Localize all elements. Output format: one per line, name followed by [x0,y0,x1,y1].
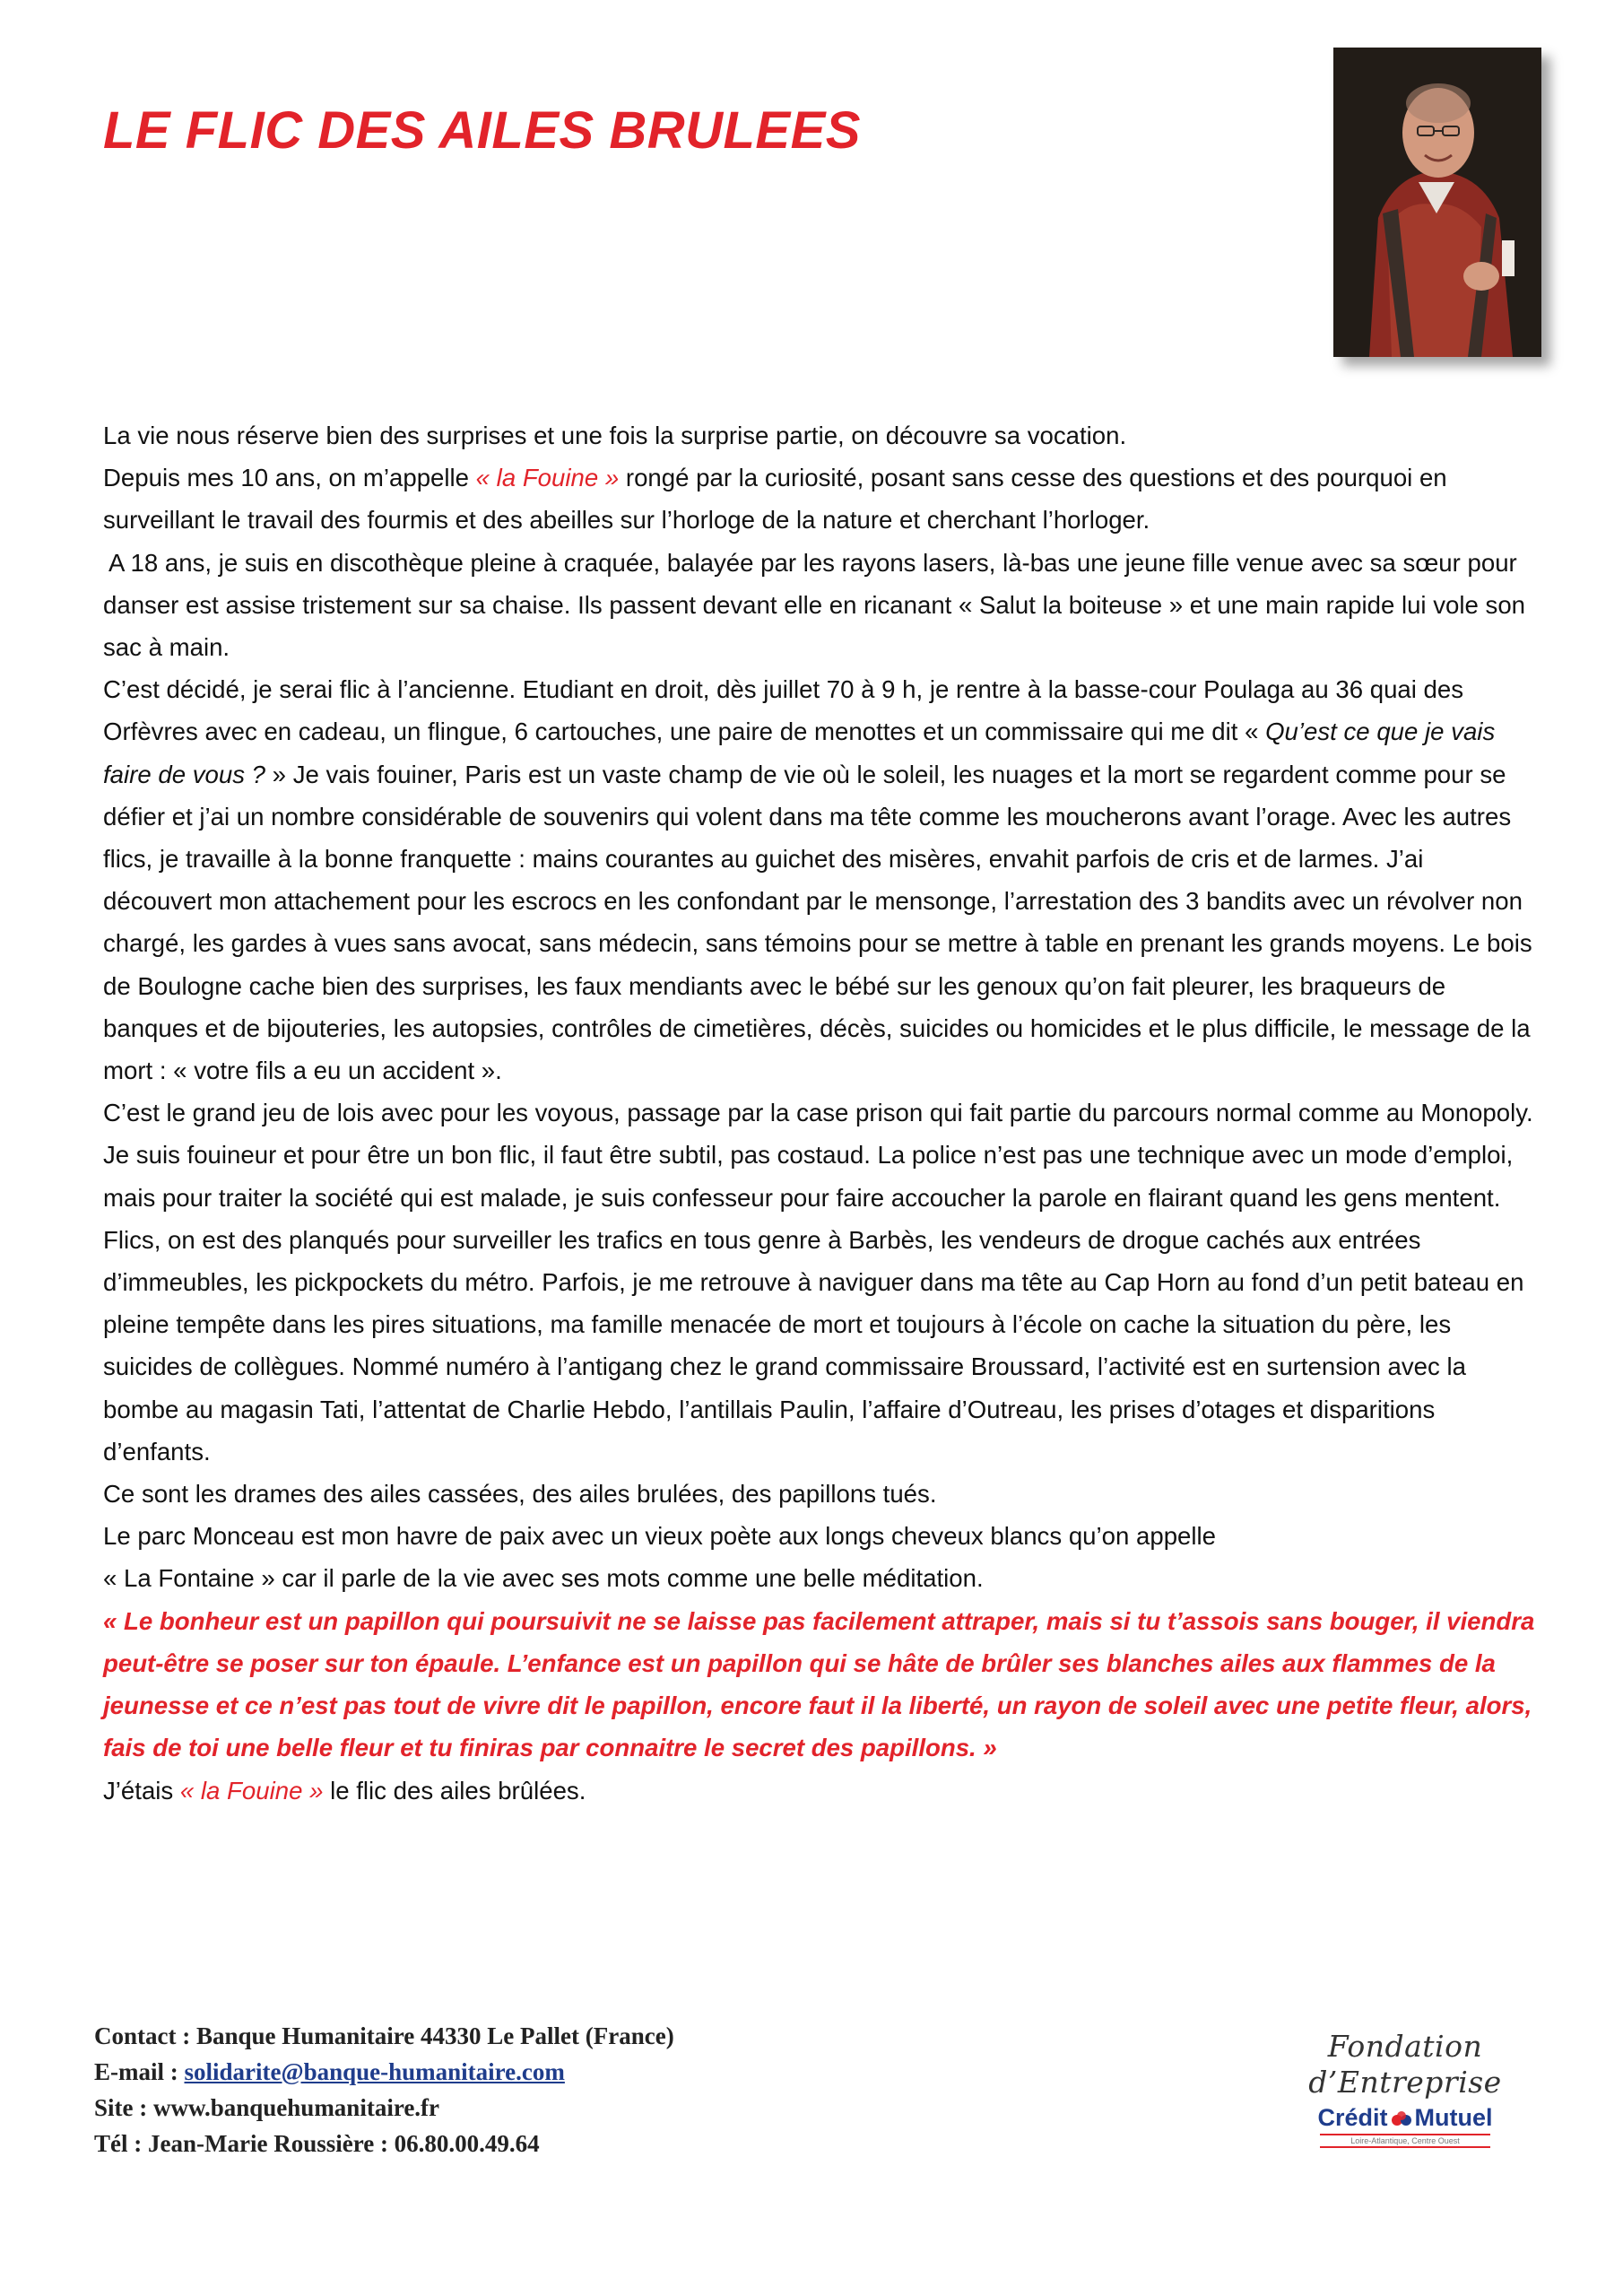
paragraph: Depuis mes 10 ans, on m’appelle « la Fouine » rongé par la curiosité, posant sans cesse des questions et des pourquoi en surveillant le travail des fourmis et des abeilles sur l’horloge de la nature et cherchant l’horloger. [103,464,1447,535]
paragraph: La vie nous réserve bien des surprises et une fois la surprise partie, on découvre sa vocation. [103,422,1127,449]
paragraph: Ce sont les drames des ailes cassées, des ailes brulées, des papillons tués. [103,1480,937,1509]
phone-line: Tél : Jean-Marie Roussière : 06.80.00.49.64 [94,2130,540,2157]
contact-line: Contact : Banque Humanitaire 44330 Le Pallet (France) [94,2022,674,2049]
logo-line-fondation: Fondation [1327,2029,1483,2064]
author-portrait-photo [1333,48,1541,357]
page-title: LE FLIC DES AILES BRULEES [103,101,861,160]
nickname: « la Fouine » [475,464,620,492]
logo-brand: Crédit Mutuel [1317,2104,1493,2131]
contact-footer [94,2018,674,2161]
credit-mutuel-logo-icon [1390,2109,1413,2128]
paragraph: Le parc Monceau est mon havre de paix avec un vieux poète aux longs cheveux blancs qu’on appelle « La Fontaine » car il parle de la vie avec ses mots comme une belle méditation. [103,1522,1216,1593]
fondation-credit-mutuel-logo [1302,2029,1508,2163]
email-line: E-mail : solidarite@banque-humanitaire.com [94,2058,565,2085]
logo-line-entreprise: d’Entreprise [1308,2065,1502,2100]
article-body [103,414,1538,1812]
paragraph: A 18 ans, je suis en discothèque pleine à craquée, balayée par les rayons lasers, là-bas une jeune fille venue avec sa sœur pour danser est assise tristement sur sa chaise. Ils passent devant elle en ricanant « Salut la boiteuse » et une main rapide lui vole son sac à main. [103,548,1526,662]
site-link[interactable]: www.banquehumanitaire.fr [147,2094,440,2121]
logo-subtitle: Loire-Atlantique, Centre Ouest [1320,2134,1490,2148]
email-link[interactable]: solidarite@banque-humanitaire.com [184,2058,565,2085]
closing-line: J’étais « la Fouine » le flic des ailes brûlées. [103,1776,586,1805]
nickname: « la Fouine » [179,1776,324,1805]
butterfly-quote: « Le bonheur est un papillon qui poursuivit ne se laisse pas facilement attraper, mais si tu t’assois sans bouger, il viendra peut-être se poser sur ton épaule. L’enfance est un papillon qui se hâte de brûler ses blanches ailes aux flammes de la jeunesse et ce n’est pas tout de vivre dit le papillon, encore faut il la liberté, un rayon de soleil avec une petite fleur, alors, fais de toi une belle fleur et tu finiras par connaitre le secret des papillons. » [103,1606,1535,1762]
paragraph: C’est décidé, je serai flic à l’ancienne. Etudiant en droit, dès juillet 70 à 9 h, je rentre à la basse-cour Poulaga au 36 quai des Orfèvres avec en cadeau, un flingue, 6 cartouches, une paire de menottes et un commissaire qui me dit « Qu’est ce que je vais faire de vous ? » Je vais fouiner, Paris est un vaste champ de vie où le soleil, les nuages et la mort se regardent comme pour se défier et j’ai un nombre considérable de souvenirs qui volent dans ma tête comme les moucherons avant l’orage. Avec les autres flics, je travaille à la bonne franquette : mains courantes au guichet des misères, envahit parfois de cris et de larmes. J’ai découvert mon attachement pour les escrocs en les confondant par le mensonge, l’arrestation des 3 bandits avec un révolver non chargé, les gardes à vues sans avocat, sans médecin, sans témoins pour se mettre à table en prenant les grands moyens. Le bois de Boulogne cache bien des surprises, les faux mendiants avec le bébé sur les genoux qu’on fait pleurer, les braqueurs de banques et de bijouteries, les autopsies, contrôles de cimetières, décès, suicides ou homicides et le plus difficile, le message de la mort : « votre fils a eu un accident ». [103,675,1532,1085]
paragraph: C’est le grand jeu de lois avec pour les voyous, passage par la case prison qui fait partie du parcours normal comme au Monopoly. Je suis fouineur et pour être un bon flic, il faut être subtil, pas costaud. La police n’est pas une technique avec un mode d’emploi, mais pour traiter la société qui est malade, je suis confesseur pour faire accoucher la parole en flairant quand les gens mentent. Flics, on est des planqués pour surveiller les trafics en tous genre à Barbès, les vendeurs de drogue cachés aux entrées d’immeubles, les pickpockets du métro. Parfois, je me retrouve à naviguer dans ma tête au Cap Horn au fond d’un petit bateau en pleine tempête dans les pires situations, ma famille menacée de mort et toujours à l’école on cache la situation du père, les suicides de collègues. Nommé numéro à l’antigang chez le grand commissaire Broussard, l’activité est en surtension avec la bombe au magasin Tati, l’attentat de Charlie Hebdo, l’antillais Paulin, l’affaire d’Outreau, les prises d’otages et disparitions d’enfants. [103,1099,1533,1465]
site-line: Site : www.banquehumanitaire.fr [94,2094,440,2121]
